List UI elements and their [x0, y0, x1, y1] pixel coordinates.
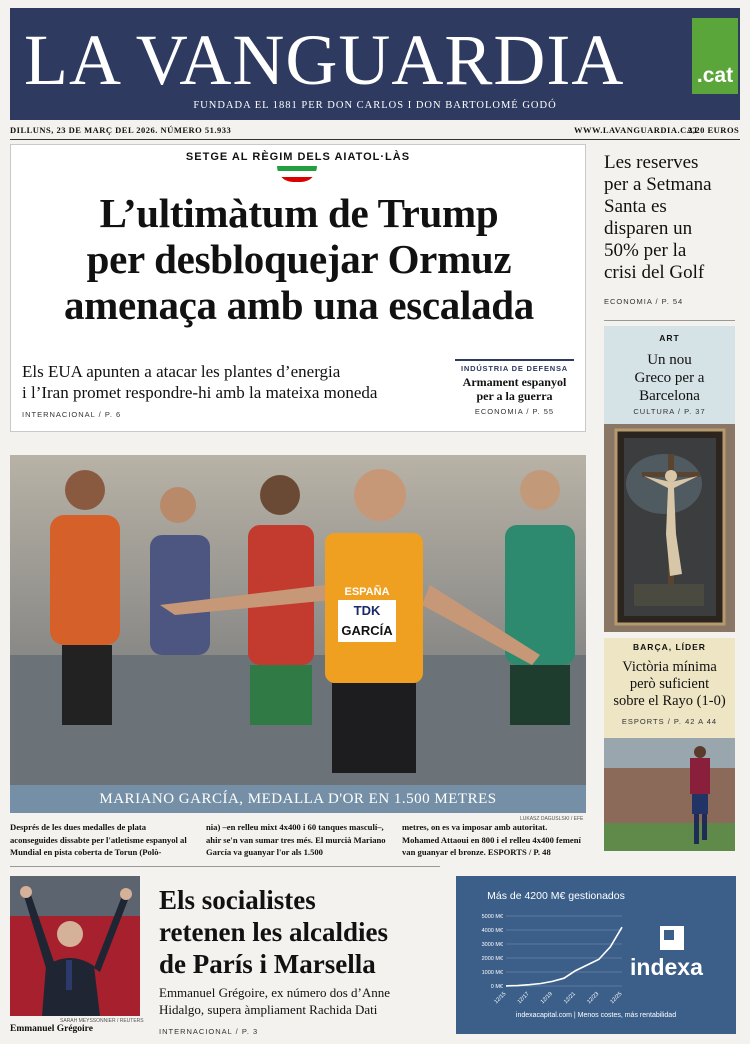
bib-tdk: TDK [353, 603, 381, 618]
headline-line: Armament espanyol [462, 375, 567, 389]
socialists-deck [159, 985, 449, 1018]
x-tick-label: 12/21 [563, 991, 578, 1006]
cat-badge: .cat [692, 18, 738, 94]
headline-line: sobre el Rayo (1-0) [613, 693, 726, 709]
y-tick-label: 4000 M€ [481, 928, 503, 934]
reserves-headline[interactable] [604, 152, 736, 284]
deck-line: Els EUA apunten a atacar les plantes d’energia [22, 362, 341, 381]
divider [10, 866, 440, 867]
gregoire-photo-caption: Emmanuel Grégoire [10, 1024, 93, 1034]
art-section: CULTURA / P. 37 [633, 407, 706, 416]
defense-section: ECONOMIA / P. 55 [474, 407, 555, 416]
photo-text-col-1: Després de les dues medalles de plata aconseguides dissabte per l'atletisme espanyol al Mundial en pista coberta de Torun (Polò- [10, 822, 187, 857]
ad-line-chart [470, 908, 630, 1008]
headline-line: L’ultimàtum de Trump [99, 190, 499, 236]
x-tick-label: 12/17 [516, 991, 531, 1006]
main-deck [22, 361, 452, 403]
x-tick-label: 12/15 [493, 991, 508, 1006]
divider [10, 139, 740, 140]
deck-line: Hidalgo, supera àmpliament Rachida Dati [159, 1001, 378, 1017]
art-kicker: ART [659, 333, 680, 343]
x-tick-label: 12/19 [539, 991, 554, 1006]
main-section-link[interactable]: INTERNACIONAL / P. 6 [22, 410, 122, 419]
divider [604, 320, 735, 321]
headline-line: Santa es [604, 196, 667, 217]
headline-line: Barcelona [639, 388, 700, 404]
headline-line: Els socialistes [159, 885, 316, 915]
headline-line: 50% per la [604, 240, 687, 261]
headline-line: Victòria mínima [622, 659, 717, 675]
barca-headline [604, 659, 735, 710]
y-tick-label: 1000 M€ [481, 970, 503, 976]
headline-line: Greco per a [634, 370, 705, 386]
deck-line: i l’Iran promet respondre-hi amb la mateixa moneda [22, 383, 378, 402]
headline-line: per a Setmana [604, 174, 712, 195]
gregoire-photo[interactable] [10, 876, 140, 1016]
newspaper-title[interactable]: LA VANGUARDIA [24, 20, 625, 100]
y-tick-label: 0 M€ [490, 984, 503, 990]
barca-player-photo[interactable] [604, 738, 735, 851]
founded-line: FUNDADA EL 1881 PER DON CARLOS I DON BARTOLOMÉ GODÓ [193, 100, 557, 111]
bib-country: ESPAÑA [344, 586, 390, 598]
date-line: DILLUNS, 23 DE MARÇ DEL 2026. NÚMERO 51.933 [10, 125, 232, 135]
photo-text-col-3: metres, on es va imposar amb autoritat. Mohamed Attaoui en 800 i el relleu 4x400 femení van guanyar el bronze. ESPORTS / P. 48 [402, 822, 581, 857]
y-tick-label: 2000 M€ [481, 956, 503, 962]
headline-line: per a la guerra [476, 389, 553, 403]
socialists-section[interactable]: INTERNACIONAL / P. 3 [159, 1027, 259, 1036]
ad-footer: indexacapital.com | Menos costes, más rentabilidad [515, 1012, 677, 1019]
defense-headline [455, 375, 574, 403]
photo-caption: MARIANO GARCÍA, MEDALLA D'OR EN 1.500 METRES [10, 785, 586, 813]
y-tick-label: 3000 M€ [481, 942, 503, 948]
defense-teaser[interactable] [455, 359, 574, 416]
headline-line: de París i Marsella [159, 949, 376, 979]
main-headline[interactable] [14, 190, 584, 328]
ad-brand: indexa [630, 954, 703, 980]
headline-line: crisi del Golf [604, 262, 705, 283]
headline-line: amenaça amb una escalada [63, 282, 534, 328]
main-kicker: SETGE AL RÈGIM DELS AIATOL·LÀS [185, 151, 411, 163]
reserves-section[interactable]: ECONOMIA / P. 54 [604, 297, 684, 306]
barca-section: ESPORTS / P. 42 A 44 [621, 717, 718, 726]
website-link[interactable]: WWW.LAVANGUARDIA.CAT [574, 125, 699, 135]
x-tick-label: 12/25 [609, 991, 624, 1006]
greco-painting-image[interactable] [604, 424, 735, 632]
y-tick-label: 5000 M€ [481, 914, 503, 920]
headline-line: però suficient [629, 676, 710, 692]
socialists-headline[interactable] [159, 884, 449, 980]
masthead [10, 8, 740, 120]
price: 2,20 EUROS [688, 125, 740, 135]
deck-line: Emmanuel Grégoire, ex número dos d’Anne [159, 985, 391, 1000]
defense-kicker: INDÚSTRIA DE DEFENSA [461, 364, 568, 373]
art-headline [604, 351, 735, 405]
headline-line: Un nou [647, 352, 692, 368]
headline-line: per desbloquejar Ormuz [86, 236, 512, 282]
headline-line: disparen un [604, 218, 693, 239]
barca-kicker: BARÇA, LÍDER [633, 642, 706, 652]
photo-credit: LUKASZ DAGUSLSKI / EFE [520, 816, 584, 822]
x-tick-label: 12/23 [586, 991, 601, 1006]
ad-title: Más de 4200 M€ gestionados [487, 890, 625, 902]
headline-line: retenen les alcaldies [159, 917, 388, 947]
photo-text-col-2: nia) –en relleu mixt 4x400 i 60 tanques masculí–, ahir se'n van sumar tres més. El murcià Mariano García va guanyar l'or als 1.500 [206, 822, 386, 857]
indexa-logo-icon [660, 926, 684, 950]
bib-name: GARCÍA [341, 623, 393, 638]
gregoire-photo-credit: SARAH MEYSSONNIER / REUTERS [60, 1018, 144, 1024]
series-line [506, 927, 622, 986]
athletics-photo[interactable] [10, 455, 586, 785]
headline-line: Les reserves [604, 152, 699, 173]
